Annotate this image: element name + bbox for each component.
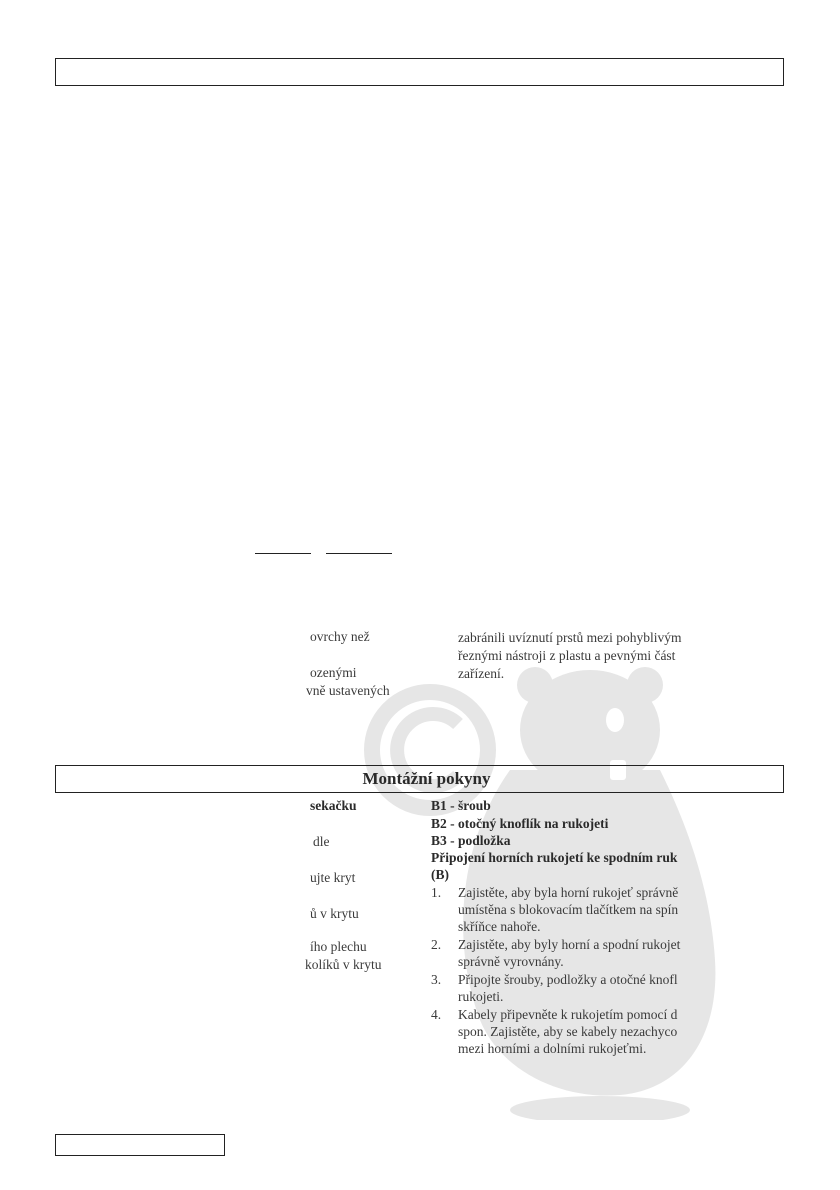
step-line: Zajistěte, aby byla horní rukojeť správně [458, 885, 679, 900]
assembly-left-fragment: ů v krytu [310, 906, 359, 921]
step-line: umístěna s blokovacím tlačítkem na spín [458, 902, 679, 917]
right-fragment: zabránili uvíznutí prstů mezi pohyblivým [458, 630, 682, 645]
step-number: 2. [431, 937, 442, 952]
underline-2 [326, 553, 392, 554]
part-label: B1 - šroub [431, 798, 491, 813]
step-number: 1. [431, 885, 442, 900]
part-label: B2 - otočný knoflík na rukojeti [431, 816, 609, 831]
right-fragment: zařízení. [458, 666, 505, 681]
assembly-left-fragment: dle [313, 834, 330, 849]
section-title-box [55, 765, 784, 793]
step-number: 4. [431, 1007, 442, 1022]
step-line: skříňce nahoře. [458, 919, 541, 934]
footer-box [55, 1134, 225, 1156]
step-line: Zajistěte, aby byly horní a spodní rukojet [458, 937, 681, 952]
left-fragment: ovrchy než [310, 629, 370, 644]
step-line: mezi horními a dolními rukojeťmi. [458, 1041, 647, 1056]
instructions-column [431, 797, 731, 1067]
step-line: Připojte šrouby, podložky a otočné knofl [458, 972, 678, 987]
subheading: (B) [431, 867, 449, 882]
step-line: spon. Zajistěte, aby se kabely nezachyco [458, 1024, 678, 1039]
header-box [55, 58, 784, 86]
assembly-left-fragment: ího plechu [310, 939, 367, 954]
left-fragment: ozenými [310, 665, 357, 680]
step-line: rukojeti. [458, 989, 504, 1004]
step-number: 3. [431, 972, 442, 987]
subheading: Připojení horních rukojetí ke spodním ruk [431, 850, 678, 865]
part-label: B3 - podložka [431, 833, 511, 848]
left-fragment: vně ustavených [306, 683, 390, 698]
step-line: Kabely připevněte k rukojetím pomocí d [458, 1007, 678, 1022]
underline-1 [255, 553, 311, 554]
step-line: správně vyrovnány. [458, 954, 564, 969]
assembly-left-fragment: kolíků v krytu [305, 957, 382, 972]
assembly-left-fragment: sekačku [310, 798, 357, 813]
assembly-left-fragment: ujte kryt [310, 870, 356, 885]
right-fragment: řeznými nástroji z plastu a pevnými část [458, 648, 676, 663]
section-title: Montážní pokyny [362, 769, 491, 788]
